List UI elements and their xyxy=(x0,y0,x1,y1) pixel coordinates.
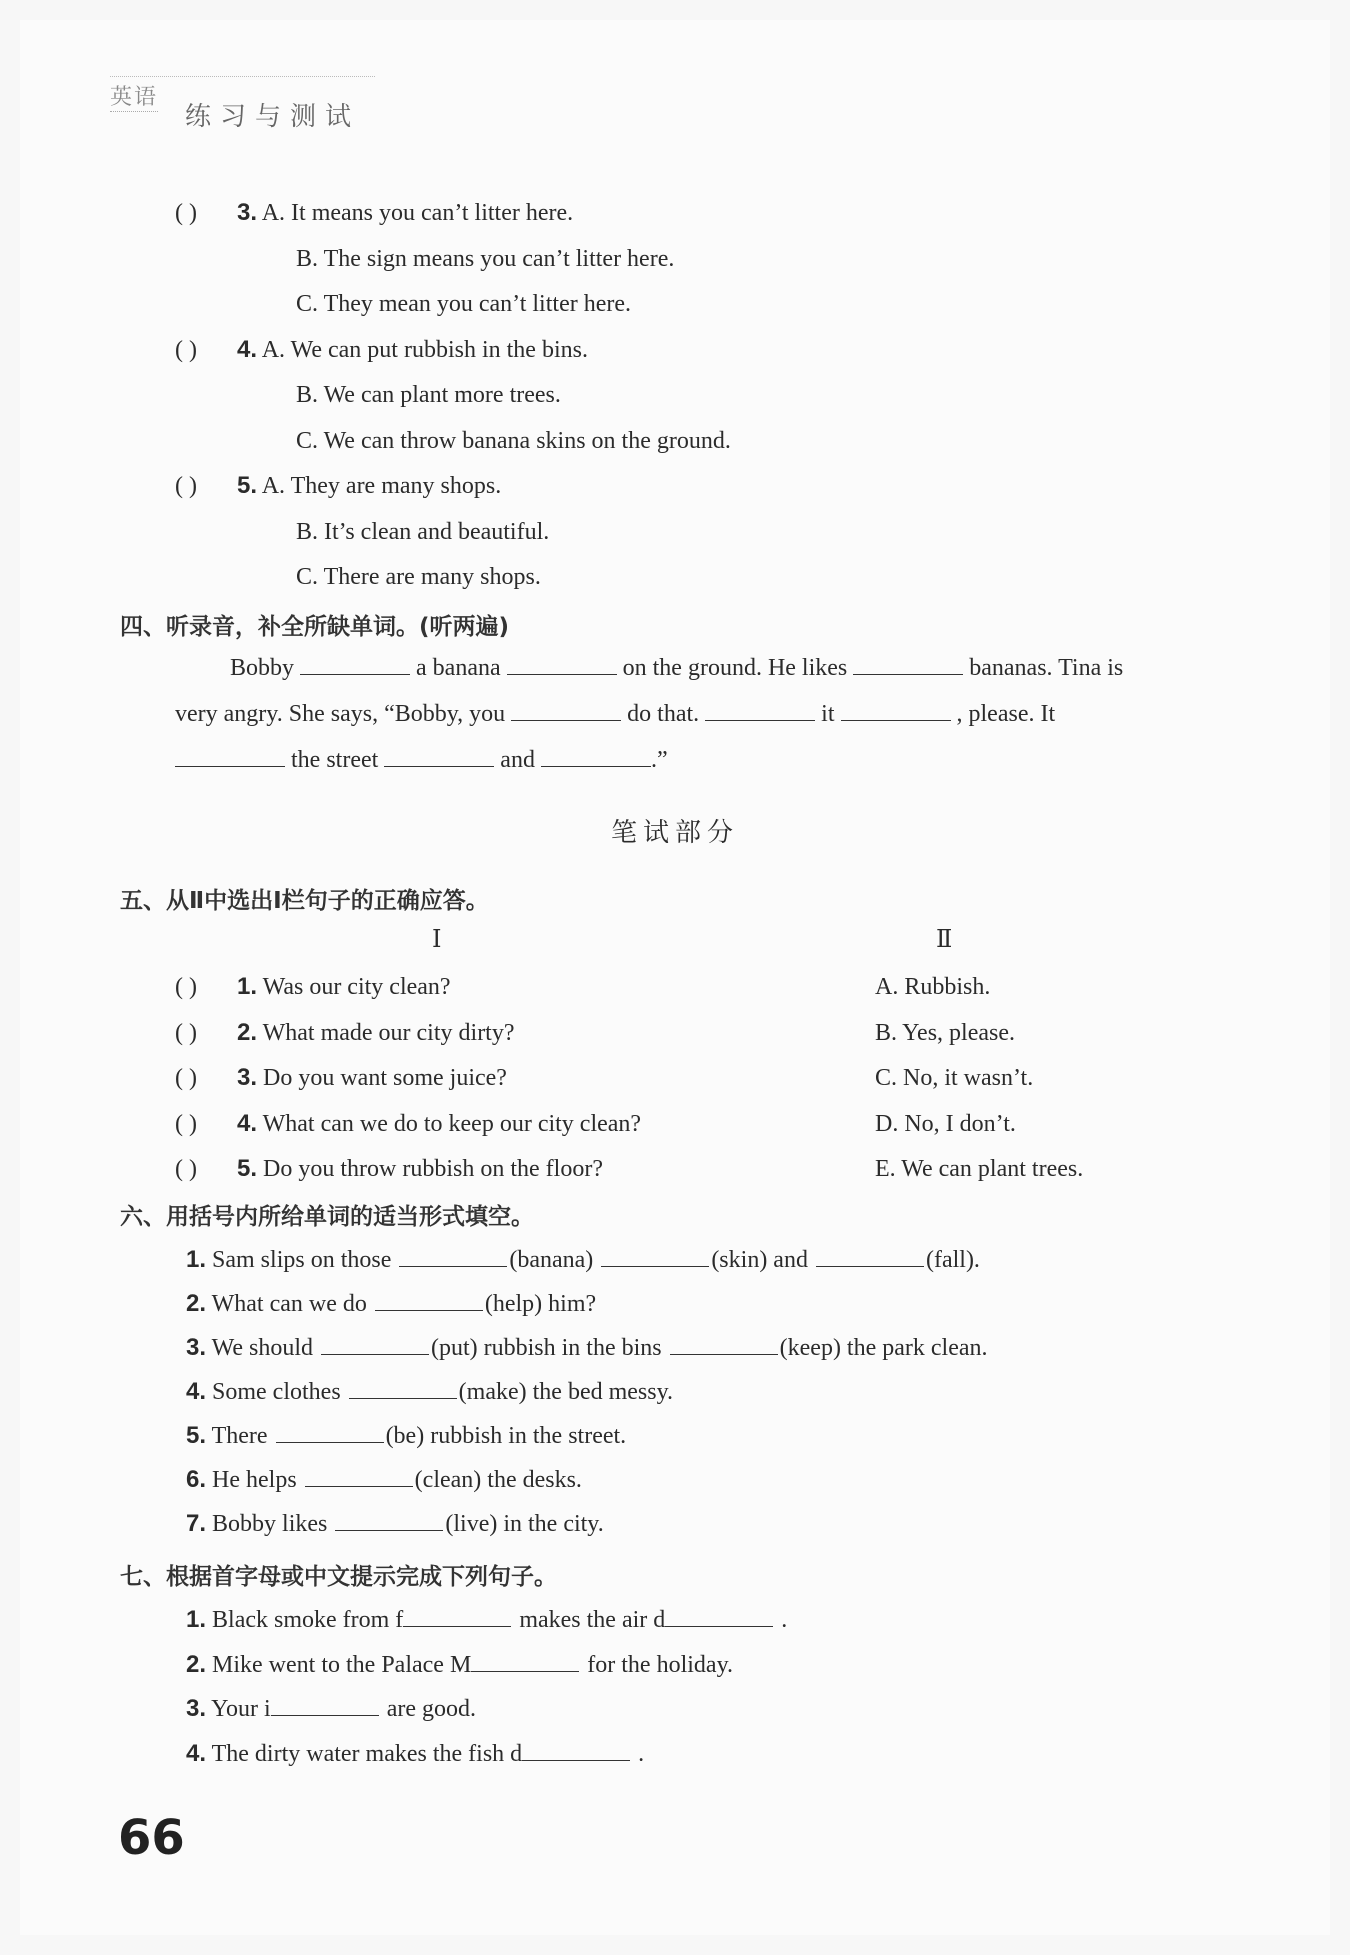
match-row xyxy=(175,1154,603,1184)
item-number: 2. xyxy=(186,1650,207,1678)
answer-option xyxy=(296,562,541,592)
response-option: D. No, I don’t. xyxy=(875,1110,1016,1137)
fill-item xyxy=(186,1464,582,1495)
question-text: Was our city clean? xyxy=(262,974,451,1000)
section4-line1 xyxy=(230,652,1123,683)
response-option: B. Yes, please. xyxy=(875,1019,1016,1046)
book-subtitle: 练习与测试 xyxy=(185,102,361,132)
answer-blank[interactable] xyxy=(399,1244,507,1267)
question-number: 4. xyxy=(237,1109,258,1137)
item-number: 3. xyxy=(186,1695,207,1722)
answer-paren[interactable]: ( ) xyxy=(175,1110,197,1137)
answer-blank[interactable] xyxy=(349,1376,457,1399)
item-text: Bobby likes xyxy=(212,1511,328,1537)
text: it xyxy=(821,701,835,727)
fill-item xyxy=(186,1420,626,1451)
item-number: 7. xyxy=(186,1510,207,1537)
option-text: A. We can put rubbish in the bins. xyxy=(261,336,588,363)
answer-blank[interactable] xyxy=(601,1244,709,1267)
page-number: 66 xyxy=(118,1810,185,1866)
question-number: 2. xyxy=(237,1018,258,1046)
blank[interactable] xyxy=(841,698,951,721)
answer-option xyxy=(296,426,731,456)
blank[interactable] xyxy=(300,652,410,675)
item-text: Sam slips on those xyxy=(212,1247,392,1273)
blank[interactable] xyxy=(541,744,651,767)
item-text: (make) the bed messy. xyxy=(458,1379,674,1405)
option-text: A. They are many shops. xyxy=(261,473,502,499)
item-text: (keep) the park clean. xyxy=(779,1335,988,1361)
item-number: 2. xyxy=(186,1290,207,1317)
answer-blank[interactable] xyxy=(816,1244,924,1267)
answer-option xyxy=(296,244,674,274)
item-text: for the holiday. xyxy=(587,1651,734,1678)
blank[interactable] xyxy=(705,698,815,721)
item-number: 4. xyxy=(186,1378,207,1405)
section4-line3 xyxy=(175,744,668,775)
option-text: C. We can throw banana skins on the ground. xyxy=(296,427,731,454)
answer-paren[interactable]: ( ) xyxy=(175,1065,197,1091)
answer-option xyxy=(175,471,501,501)
item-text: Mike went to the Palace M xyxy=(212,1651,472,1678)
answer-paren[interactable]: ( ) xyxy=(175,200,197,226)
item-text: (fall). xyxy=(925,1247,980,1273)
item-text: (live) in the city. xyxy=(445,1511,604,1537)
item-text: Black smoke from f xyxy=(212,1607,404,1633)
answer-option xyxy=(296,380,561,410)
answer-blank[interactable] xyxy=(403,1604,511,1627)
item-text: (skin) and xyxy=(711,1247,808,1273)
answer-blank[interactable] xyxy=(276,1420,384,1443)
match-row xyxy=(175,1063,507,1093)
question-number: 3. xyxy=(237,199,258,226)
answer-option xyxy=(296,289,631,319)
fill-item xyxy=(186,1244,980,1275)
option-text: B. It’s clean and beautiful. xyxy=(296,518,550,545)
answer-blank[interactable] xyxy=(321,1332,429,1355)
answer-blank[interactable] xyxy=(665,1604,773,1627)
answer-paren[interactable]: ( ) xyxy=(175,1156,197,1182)
column-i-header: Ⅰ xyxy=(432,927,442,953)
item-text: (put) rubbish in the bins xyxy=(430,1335,662,1361)
item-text: He helps xyxy=(212,1467,297,1493)
column-ii-header: Ⅱ xyxy=(936,927,953,953)
response-option: E. We can plant trees. xyxy=(875,1156,1084,1182)
answer-paren[interactable]: ( ) xyxy=(175,974,197,1000)
text: , please. It xyxy=(956,701,1056,727)
item-text: What can we do xyxy=(211,1291,367,1317)
book-label: 英语 xyxy=(110,80,158,112)
item-text: are good. xyxy=(386,1696,477,1722)
question-number: 1. xyxy=(237,973,258,1000)
answer-paren[interactable]: ( ) xyxy=(175,1019,197,1046)
fill-item xyxy=(186,1332,988,1363)
section6-title: 六、用括号内所给单词的适当形式填空。 xyxy=(120,1204,534,1230)
written-part-title: 笔试部分 xyxy=(610,818,739,848)
fill-item xyxy=(186,1508,604,1539)
item-number: 3. xyxy=(186,1334,207,1361)
blank[interactable] xyxy=(507,652,617,675)
option-text: C. There are many shops. xyxy=(296,564,541,590)
blank[interactable] xyxy=(175,744,285,767)
item-text: We should xyxy=(211,1335,313,1361)
item-text: . xyxy=(638,1740,645,1767)
complete-item xyxy=(186,1693,476,1724)
item-text: (clean) the desks. xyxy=(414,1467,582,1493)
match-row xyxy=(175,1109,641,1139)
answer-option xyxy=(175,335,588,365)
option-text: B. We can plant more trees. xyxy=(296,382,561,408)
text: do that. xyxy=(627,701,700,727)
answer-blank[interactable] xyxy=(305,1464,413,1487)
answer-option xyxy=(175,198,573,228)
answer-blank[interactable] xyxy=(670,1332,778,1355)
fill-item xyxy=(186,1288,596,1319)
answer-blank[interactable] xyxy=(471,1649,579,1672)
answer-blank[interactable] xyxy=(335,1508,443,1531)
section4-line2 xyxy=(175,698,1055,729)
item-text: The dirty water makes the fish d xyxy=(211,1740,523,1767)
question-number: 4. xyxy=(237,335,258,363)
question-text: Do you throw rubbish on the floor? xyxy=(263,1156,603,1182)
item-text: (banana) xyxy=(509,1247,594,1273)
section5-title: 五、从Ⅱ中选出Ⅰ栏句子的正确应答。 xyxy=(120,888,489,914)
text: on the ground. He likes xyxy=(622,655,848,681)
answer-option xyxy=(296,517,549,547)
text: very angry. She says, xyxy=(175,701,379,727)
blank[interactable] xyxy=(853,652,963,675)
match-row xyxy=(175,1018,515,1048)
blank[interactable] xyxy=(384,744,494,767)
item-number: 1. xyxy=(186,1246,207,1273)
answer-blank[interactable] xyxy=(375,1288,483,1311)
question-number: 5. xyxy=(237,1155,258,1182)
item-number: 1. xyxy=(186,1606,207,1633)
option-text: B. The sign means you can’t litter here. xyxy=(296,245,675,272)
text: and xyxy=(500,747,535,773)
item-text: (be) rubbish in the street. xyxy=(385,1423,627,1449)
item-text: There xyxy=(211,1423,268,1449)
answer-blank[interactable] xyxy=(271,1693,379,1716)
complete-item xyxy=(186,1604,787,1635)
item-number: 5. xyxy=(186,1422,207,1449)
question-text: Do you want some juice? xyxy=(263,1065,507,1091)
response-option: C. No, it wasn’t. xyxy=(875,1065,1034,1091)
answer-paren[interactable]: ( ) xyxy=(175,473,197,499)
text: Bobby xyxy=(230,655,295,681)
fill-item xyxy=(186,1376,673,1407)
question-number: 3. xyxy=(237,1064,258,1091)
question-number: 5. xyxy=(237,472,258,499)
item-number: 6. xyxy=(186,1466,207,1493)
section7-title: 七、根据首字母或中文提示完成下列句子。 xyxy=(120,1564,557,1590)
blank[interactable] xyxy=(511,698,621,721)
text: a banana xyxy=(416,655,501,681)
item-text: . xyxy=(781,1607,788,1633)
header-rule xyxy=(110,76,375,77)
answer-blank[interactable] xyxy=(522,1738,630,1761)
complete-item xyxy=(186,1738,644,1769)
question-text: What made our city dirty? xyxy=(262,1019,515,1046)
option-text: C. They mean you can’t litter here. xyxy=(296,291,632,317)
response-option: A. Rubbish. xyxy=(875,974,991,1000)
text: .” xyxy=(650,747,668,773)
match-row xyxy=(175,972,451,1002)
text: bananas. Tina is xyxy=(969,655,1124,681)
item-text: Some clothes xyxy=(212,1379,341,1405)
item-text: makes the air d xyxy=(519,1607,666,1633)
answer-paren[interactable]: ( ) xyxy=(175,336,197,363)
section4-title: 四、听录音，补全所缺单词。(听两遍) xyxy=(120,614,510,640)
item-text: (help) him? xyxy=(484,1291,597,1317)
item-text: Your i xyxy=(211,1696,271,1722)
question-text: What can we do to keep our city clean? xyxy=(262,1110,642,1137)
option-text: A. It means you can’t litter here. xyxy=(261,200,574,226)
text: “Bobby, you xyxy=(384,701,506,727)
item-number: 4. xyxy=(186,1739,207,1767)
text: the street xyxy=(291,747,379,773)
complete-item xyxy=(186,1649,733,1680)
